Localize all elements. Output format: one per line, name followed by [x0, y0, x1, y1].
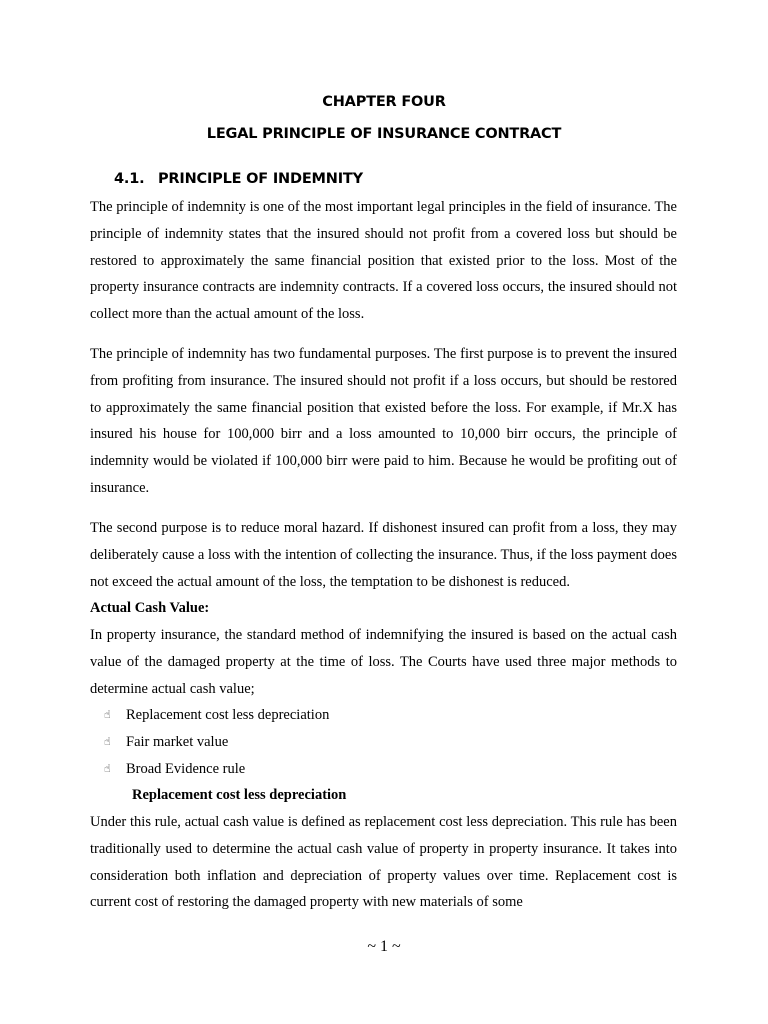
acv-methods-list — [104, 702, 329, 783]
section-title: PRINCIPLE OF INDEMNITY — [158, 171, 363, 187]
chapter-subtitle: LEGAL PRINCIPLE OF INSURANCE CONTRACT — [206, 126, 562, 142]
page-number: ~ 1 ~ — [367, 938, 401, 955]
rcld-heading: Replacement cost less depreciation — [132, 787, 347, 803]
list-item-text: Broad Evidence rule — [126, 760, 246, 777]
pointing-hand-icon: ☝ — [104, 734, 111, 748]
paragraph-rcld: Under this rule, actual cash value is defined as replacement cost less depreciation. This rule has been traditionally used to determine the actual cash value of property in property insurance. It takes into consideration both inflation and depreciation of property values over time. Replacement cost is current cost of restoring the damaged property with new materials of some — [90, 814, 677, 911]
section-heading — [114, 171, 363, 187]
paragraph-acv: In property insurance, the standard method of indemnifying the insured is based on the actual cash value of the damaged property at the time of loss. The Courts have used three major methods to determine actual cash value; — [90, 627, 677, 697]
paragraph-indemnity-purposes: The principle of indemnity has two fundamental purposes. The first purpose is to prevent the insured from profiting from insurance. The insured should not profit if a loss occurs, but should be restored to approximately the same financial position that existed before the loss. For example, if Mr.X has insured his house for 100,000 birr and a loss amounted to 10,000 birr occurs, the principle of indemnity would be violated if 100,000 birr were paid to him. Because he would be profiting out of insurance. — [90, 346, 677, 496]
list-item-text: Fair market value — [126, 733, 229, 750]
paragraph-indemnity-definition: The principle of indemnity is one of the most important legal principles in the field of insurance. The principle of indemnity states that the insured should not profit from a covered loss but should be restored to approximately the same financial position that existed prior to the loss. Most of the property insurance contracts are indemnity contracts. If a covered loss occurs, the insured should not collect more than the actual amount of the loss. — [90, 199, 677, 323]
list-item — [104, 756, 329, 783]
pointing-hand-icon: ☝ — [104, 708, 111, 721]
section-number: 4.1. — [114, 171, 145, 187]
paragraph-moral-hazard: The second purpose is to reduce moral hazard. If dishonest insured can profit from a loss, they may deliberately cause a loss with the intention of collecting the insurance. Thus, if the loss payment does not exceed the actual amount of the loss, the temptation to be dishonest is reduced. — [90, 520, 677, 590]
list-item — [104, 729, 329, 756]
list-item-text: Replacement cost less depreciation — [126, 707, 330, 723]
list-item — [104, 702, 329, 729]
pointing-hand-icon: ☝ — [104, 761, 111, 775]
chapter-title: CHAPTER FOUR — [322, 94, 446, 110]
acv-heading: Actual Cash Value: — [90, 600, 210, 616]
